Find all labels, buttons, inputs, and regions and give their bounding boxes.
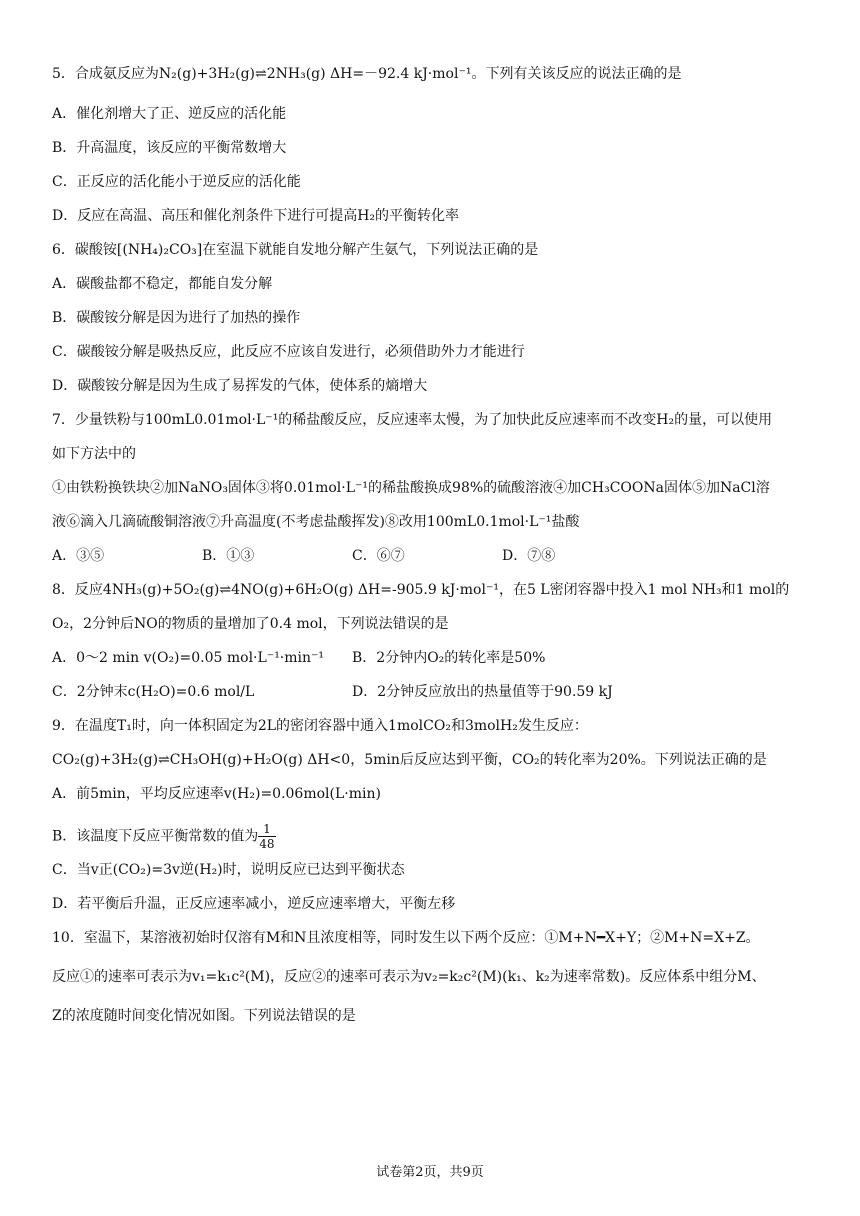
fraction-denominator: 48 [259, 837, 275, 851]
q10-stem-line2: 反应①的速率可表示为v₁=k₁c²(M)，反应②的速率可表示为v₂=k₂c²(M)(k₁、k₂为速率常数)。反应体系中组分M、 [52, 969, 766, 985]
q6-option-c: C．碳酸铵分解是吸热反应，此反应不应该自发进行，必须借助外力才能进行 [52, 344, 525, 360]
q7-stem-line1: 7．少量铁粉与100mL0.01mol·L⁻¹的稀盐酸反应，反应速率太慢，为了加快此反应速率而不改变H₂的量，可以使用 [52, 412, 773, 428]
q7-items-line1: ①由铁粉换铁块②加NaNO₃固体③将0.01mol·L⁻¹的稀盐酸换成98%的硫酸溶液④加CH₃COONa固体⑤加NaCl溶 [52, 480, 770, 496]
q5-option-a: A．催化剂增大了正、逆反应的活化能 [52, 106, 287, 122]
q6-stem: 6．碳酸铵[(NH₄)₂CO₃]在室温下就能自发地分解产生氨气，下列说法正确的是 [52, 242, 539, 258]
q9-stem-line1: 9．在温度T₁时，向一体积固定为2L的密闭容器中通入1molCO₂和3molH₂发生反应： [52, 718, 588, 734]
q8-option-b: B．2分钟内O₂的转化率是50% [352, 650, 546, 666]
q7-items-line2: 液⑥滴入几滴硫酸铜溶液⑦升高温度(不考虑盐酸挥发)⑧改用100mL0.1mol·L⁻¹盐酸 [52, 514, 580, 530]
q9-option-c: C．当v正(CO₂)=3v逆(H₂)时，说明反应已达到平衡状态 [52, 862, 405, 878]
q9-option-b [52, 822, 820, 851]
q5-stem: 5．合成氨反应为N₂(g)+3H₂(g)⇌2NH₃(g) ΔH=－92.4 kJ·mol⁻¹。下列有关该反应的说法正确的是 [52, 66, 682, 82]
q9-option-b-text: B．该温度下反应平衡常数的值为 [52, 828, 259, 845]
fraction-numerator: 1 [258, 822, 275, 837]
q6-option-a: A．碳酸盐都不稳定，都能自发分解 [52, 276, 273, 292]
q7-option-d: D．⑦⑧ [502, 548, 556, 564]
q9-option-b-fraction [258, 822, 275, 851]
q9-option-d: D．若平衡后升温，正反应速率减小，逆反应速率增大，平衡左移 [52, 896, 456, 912]
q9-option-a: A．前5min，平均反应速率v(H₂)=0.06mol(L·min) [52, 786, 381, 802]
q8-option-d: D．2分钟反应放出的热量值等于90.59 kJ [352, 684, 613, 700]
page-footer: 试卷第2页，共9页 [376, 1165, 484, 1180]
q7-option-a: A．③⑤ [52, 548, 105, 564]
q5-option-b: B．升高温度，该反应的平衡常数增大 [52, 140, 287, 156]
q8-stem-line1: 8．反应4NH₃(g)+5O₂(g)⇌4NO(g)+6H₂O(g) ΔH=-905.9 kJ·mol⁻¹，在5 L密闭容器中投入1 mol NH₃和1 mol的 [52, 582, 790, 598]
q9-stem-line2: CO₂(g)+3H₂(g)⇌CH₃OH(g)+H₂O(g) ΔH<0，5min后反应达到平衡，CO₂的转化率为20%。下列说法正确的是 [52, 752, 767, 768]
q5-option-c: C．正反应的活化能小于逆反应的活化能 [52, 174, 301, 190]
q10-stem-line3: Z的浓度随时间变化情况如图。下列说法错误的是 [52, 1008, 356, 1024]
q8-option-c: C．2分钟末c(H₂O)=0.6 mol/L [52, 684, 255, 700]
q6-option-d: D．碳酸铵分解是因为生成了易挥发的气体，使体系的熵增大 [52, 378, 428, 394]
q8-stem-line2: O₂，2分钟后NO的物质的量增加了0.4 mol，下列说法错误的是 [52, 616, 449, 632]
q7-stem-line2: 如下方法中的 [52, 446, 136, 462]
q10-stem-line1: 10．室温下，某溶液初始时仅溶有M和N且浓度相等，同时发生以下两个反应：①M+N━X+Y；②M+N=X+Z。 [52, 930, 760, 946]
q5-option-d: D．反应在高温、高压和催化剂条件下进行可提高H₂的平衡转化率 [52, 208, 460, 224]
q8-option-a: A．0～2 min v(O₂)=0.05 mol·L⁻¹·min⁻¹ [52, 650, 325, 666]
q7-option-b: B．①③ [202, 548, 255, 564]
q7-option-c: C．⑥⑦ [352, 548, 405, 564]
q6-option-b: B．碳酸铵分解是因为进行了加热的操作 [52, 310, 301, 326]
